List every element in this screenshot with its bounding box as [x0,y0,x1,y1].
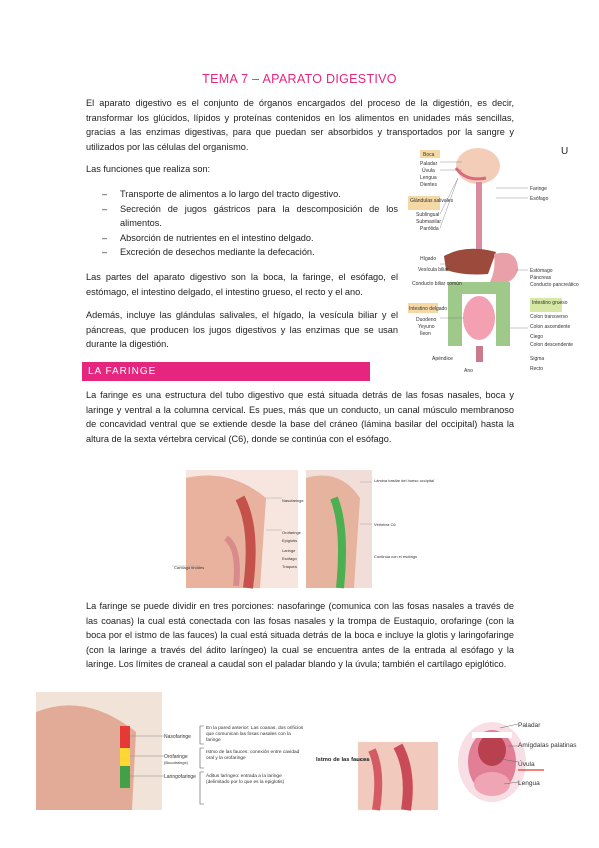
faringe-paragraph-2: La faringe se puede dividir en tres porciones: nasofaringe (comunica con las fosas nasales a través de las coanas) la cual está conectada con las fosas nasales y la trompa de Eustaquio, orofaringe (con la boca por el istmo de las fauces) la cual está situada detrás de la boca e incluye la glotis y laringofaringe (con la laringe a través del ádito laríngeo) la cual se encuentra antes de la entrada al esófago y la laringe. Los límites de craneal a caudal son el paladar blando y la úvula; también el cartílago epiglótico. [86,601,514,670]
intro-paragraph: El aparato digestivo es el conjunto de órganos encargados del proceso de la digestión, es decir, transformar los glúcidos, lípidos y proteínas contenidos en los alimentos en unidades más sencillas, gracias a las enzimas digestivas, para que puedan ser absorbidos y transportados por la sangre y utilizados por las células del organismo. [86,98,514,152]
fauces-figure [312,742,440,810]
section-heading: LA FARINGE [82,362,370,381]
label-cartilago-tiroides: Cartílago tiroides [174,565,205,570]
label-dientes: Dientes [420,182,437,188]
label-esofago-2: Esófago [282,556,297,561]
label-conducto-biliar: Conducto biliar común [412,281,462,287]
label-sigma: Sigma [530,356,545,362]
small-intestine-shape [463,296,495,340]
label-paladar: Paladar [420,161,438,167]
label-faringe: Faringe [530,186,547,192]
label-region-bucofaringe: (Bucofaringe) [164,760,189,765]
label-continua-esofago: Continúa con el esófago [374,554,418,559]
note-aditus: Áditus laríngeo: entrada a la laringe (delimitado por lo que es la epiglotis) [206,774,285,785]
label-ano: Ano [464,368,473,374]
label-epiglotis: Epiglotis [282,538,298,543]
list-item: – Transporte de alimentos a lo largo del tracto digestivo. [86,187,398,202]
label-lengua-mouth: Lengua [518,780,540,787]
label-colon-descendente: Colon descendente [530,342,574,348]
esophagus-shape [476,182,482,252]
label-colon-ascendente: Colon ascendente [530,324,571,330]
label-boca: Boca [423,152,435,158]
label-ciego: Ciego [530,334,544,340]
page-title: TEMA 7 – APARATO DIGESTIVO [202,72,397,86]
glands-paragraph: Además, incluye las glándulas salivales, el hígado, la vesícula biliar y el páncreas, que producen los jugos digestivos y las enzimas que se usan durante la digestión. [86,310,398,350]
label-lengua: Lengua [420,175,437,181]
label-vesicula: Vesícula biliar [418,267,449,273]
list-item: – Excreción de desechos mediante la defecación. [86,245,398,260]
label-sublingual: Sublingual [416,212,440,218]
label-uvula-mouth: Úvula [518,761,535,768]
label-region-laringofaringe: Laringofaringe [164,774,196,780]
functions-list [86,187,398,260]
note-coanas: En la pared anterior: Las coanas, dos orificios que comunican las fosas nasales con la faringe [206,726,304,743]
list-item: – Absorción de nutrientes en el intestino delgado. [86,231,398,246]
faringe-paragraph-1: La faringe es una estructura del tubo digestivo que está situada detrás de las fosas nasales, boca y laringe y ventral a la columna cervical. Es pues, más que un conducto, un canal músculo membranoso de concavidad ventral que se extiende desde la base del cráneo (lámina basilar del occipital) hasta la altura de la sexta vértebra cervical (C6), donde se continúa con el esófago. [86,390,514,444]
label-higado: Hígado [420,256,437,262]
label-vertebra-c6: Vértebra C6 [374,522,396,527]
parts-paragraph: Las partes del aparato digestivo son la boca, la faringe, el esófago, el estómago, el intestino delgado, el intestino grueso, el recto y el ano. [86,272,398,297]
label-conducto-pancreatico: Conducto pancreático [530,282,579,288]
label-lamina-basilar: Lámina basilar del hueso occipital [374,478,435,483]
liver-shape [444,249,496,275]
label-istmo-fauces: Istmo de las fauces [316,757,370,763]
label-colon-transverso: Colon transverso [530,314,568,320]
mouth-figure [456,714,576,814]
label-recto: Recto [530,366,544,372]
label-ileon: Íleon [420,331,431,337]
label-esofago: Esófago [530,196,549,202]
label-amigdalas: Amígdalas palatinas [518,742,577,749]
pharynx-figure [170,468,435,590]
label-region-nasofaringe: Nasofaringe [164,734,191,740]
label-parotida: Parótida [420,226,439,232]
note-istmo: Istmo de las fauces: conexión entre cavidad oral y la orofaringe [206,750,300,761]
label-submaxilar: Submaxilar [416,219,442,225]
label-traquea: Tráquea [282,564,297,569]
margin-mark: U [561,146,569,157]
label-yeyuno: Yeyuno [418,324,435,330]
label-uvula: Úvula [422,168,435,174]
label-region-orofaringe: Orofaringe [164,754,188,760]
label-nasofaringe: Nasofaringe [282,498,304,503]
label-apendice: Apéndice [432,356,453,362]
label-estomago: Estómago [530,268,553,274]
label-pancreas: Páncreas [530,275,552,281]
label-laringe: Laringe [282,548,296,553]
label-glandulas: Glándulas salivales [410,198,454,204]
label-duodeno: Duodeno [416,317,437,323]
list-item: – Secreción de jugos gástricos para la descomposición de los alimentos. [86,202,398,231]
label-intestino-delgado: Intestino delgado [409,306,448,312]
label-paladar-mouth: Paladar [518,722,541,729]
label-orofaringe: Orofaringe [282,530,301,535]
digestive-system-figure [406,148,579,376]
stomach-shape [490,253,518,284]
label-intestino-grueso: Intestino grueso [532,300,568,306]
functions-intro: Las funciones que realiza son: [86,164,211,174]
